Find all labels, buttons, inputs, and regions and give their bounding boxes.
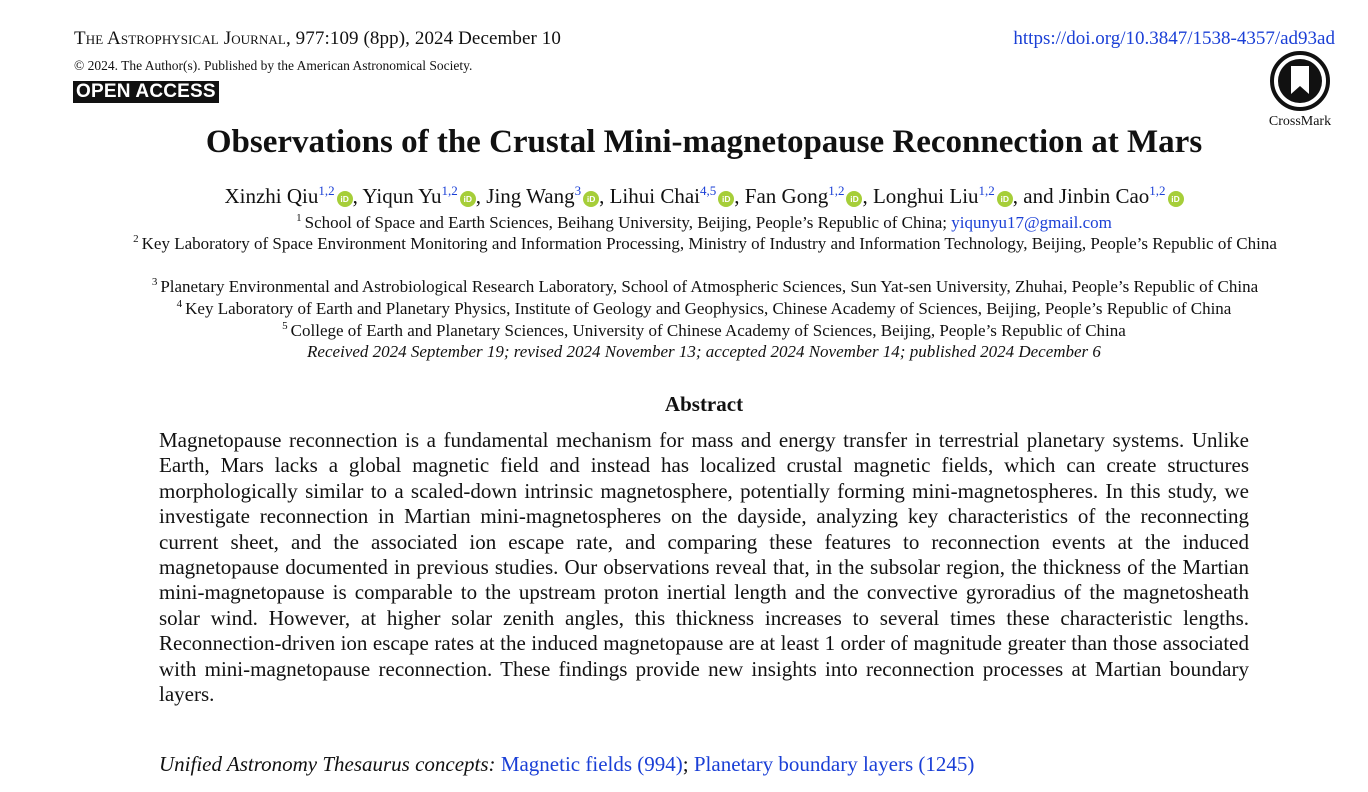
author-affiliation-ref[interactable]: 1,2	[828, 183, 845, 198]
concept-link-planetary-boundary-layers[interactable]: Planetary boundary layers (1245)	[693, 752, 975, 776]
author	[224, 184, 352, 208]
author: , Fan Gong$^{1,2}$iD	[734, 184, 862, 208]
author-affiliation-ref[interactable]: 1,2	[318, 183, 335, 198]
orcid-icon[interactable]: iD	[846, 191, 862, 207]
author-email-link[interactable]: yiqunyu17@gmail.com	[951, 213, 1112, 232]
author-name: Xinzhi Qiu	[224, 184, 319, 208]
author-name: Lihui Chai	[609, 184, 701, 208]
author-name: Yiqun Yu	[362, 184, 442, 208]
copyright-notice: © 2024. The Author(s). Published by the American Astronomical Society.	[74, 58, 473, 73]
author-name: Longhui Liu	[872, 184, 979, 208]
journal-volume-date: , 977:109 (8pp), 2024 December 10	[285, 28, 562, 49]
affiliation-1: $^1$ School of Space and Earth Sciences, Beihang University, Beijing, People’s Republic of China; yiqunyu17@gmail.com	[296, 212, 1112, 232]
author-name: Jinbin Cao	[1058, 184, 1150, 208]
open-access-badge: OPEN ACCESS	[73, 81, 219, 103]
author-list	[0, 184, 1368, 209]
publication-history: Received 2024 September 19; revised 2024 November 13; accepted 2024 November 14; published 2024 December 6	[307, 342, 1101, 361]
orcid-icon[interactable]: iD	[718, 191, 734, 207]
doi-link[interactable]: https://doi.org/10.3847/1538-4357/ad93ad	[1013, 28, 1335, 49]
author: , Longhui Liu$^{1,2}$iD	[862, 184, 1012, 208]
author-affiliation-ref[interactable]: 1,2	[1149, 183, 1166, 198]
author-affiliation-ref[interactable]: 4,5	[700, 183, 717, 198]
concept-link-magnetic-fields[interactable]: Magnetic fields (994)	[500, 752, 683, 776]
uat-concepts: Unified Astronomy Thesaurus concepts: Magnetic fields (994); Planetary boundary layers (1245)	[159, 752, 975, 776]
abstract-heading: Abstract	[664, 392, 744, 416]
abstract-body: Magnetopause reconnection is a fundamental mechanism for mass and energy transfer in terrestrial planetary systems. Unlike Earth, Mars lacks a global magnetic field and instead has localized crustal magnetic fields, which can create structures morphologically similar to a scaled-down intrinsic magnetosphere, potentially forming mini-magnetospheres. In this study, we investigate reconnection in Martian mini-magnetospheres on the dayside, analyzing key characteristics of the reconnecting current sheet, and the associated ion escape rate, and comparing these features to reconnection events at the induced magnetopause documented in previous studies. Our observations reveal that, in the subsolar region, the thickness of the Martian mini-magnetopause is comparable to the upstream proton inertial length and the convective gyroradius of the magnetosheath solar wind. However, at higher solar zenith angles, this thickness increases to several times these characteristic lengths. Reconnection-driven ion escape rates at the induced magnetopause are at least 1 order of magnitude greater than those associated with mini-magnetopause reconnection. These findings provide new insights into reconnection processes at Martian boundary layers.	[159, 428, 1249, 707]
orcid-icon[interactable]: iD	[337, 191, 353, 207]
affiliation-4: $^4$ Key Laboratory of Earth and Planetary Physics, Institute of Geology and Geophysics, Chinese Academy of Sciences, Beijing, People’s Republic of China	[176, 298, 1232, 318]
author-name: Fan Gong	[744, 184, 829, 208]
orcid-icon[interactable]: iD	[1168, 191, 1184, 207]
orcid-icon[interactable]: iD	[583, 191, 599, 207]
crossmark-logo[interactable]	[1262, 50, 1338, 129]
affiliation-3: $^3$ Planetary Environmental and Astrobiological Research Laboratory, School of Atmospheric Sciences, Sun Yat-sen University, Zhuhai, People’s Republic of China	[151, 276, 1259, 296]
crossmark-label: CrossMark	[1268, 114, 1332, 129]
author-affiliation-ref[interactable]: 1,2	[978, 183, 995, 198]
paper-title: Observations of the Crustal Mini-magnetopause Reconnection at Mars	[205, 124, 1203, 160]
affiliation-2: $^2$ Key Laboratory of Space Environment Monitoring and Information Processing, Ministry of Industry and Information Technology, Beijing, People’s Republic of China	[133, 233, 1277, 253]
author-affiliation-ref[interactable]: 3	[574, 183, 582, 198]
uat-label: Unified Astronomy Thesaurus concepts:	[159, 752, 496, 776]
affiliation-5: $^5$ College of Earth and Planetary Sciences, University of Chinese Academy of Sciences, Beijing, People’s Republic of China	[282, 320, 1126, 340]
author: , Yiqun Yu$^{1,2}$iD	[353, 184, 476, 208]
author-name: Jing Wang	[486, 184, 575, 208]
journal-name: The Astrophysical Journal	[74, 28, 286, 49]
author: , Jing Wang$^3$iD	[476, 184, 599, 208]
author: , Lihui Chai$^{4,5}$iD	[599, 184, 734, 208]
author-affiliation-ref[interactable]: 1,2	[441, 183, 458, 198]
orcid-icon[interactable]: iD	[460, 191, 476, 207]
journal-citation	[74, 28, 561, 50]
orcid-icon[interactable]: iD	[997, 191, 1013, 207]
crossmark-icon	[1269, 50, 1331, 112]
author: , and Jinbin Cao$^{1,2}$iD	[1013, 184, 1184, 208]
